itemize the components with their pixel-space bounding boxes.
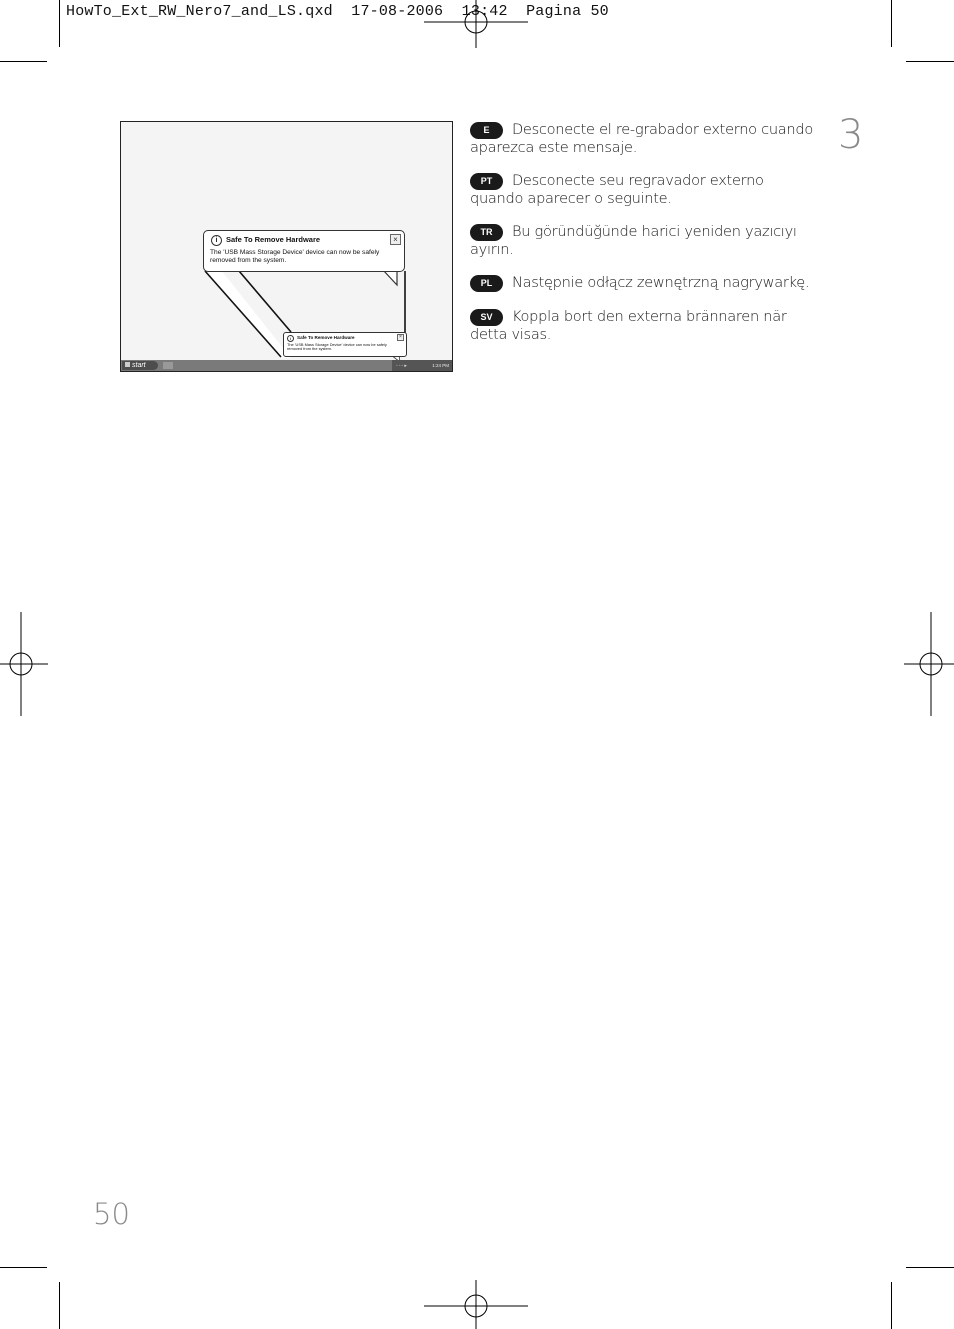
tray-clock: 1:24 PM: [432, 363, 449, 368]
crop-mark: [891, 0, 892, 47]
registration-mark-right: [904, 612, 954, 716]
instruction-text: Koppla bort den externa brännaren när detta visas.: [470, 308, 787, 343]
balloon-message: The 'USB Mass Storage Device' device can now be safely removed from the system.: [210, 249, 380, 264]
registration-mark-top: [424, 0, 528, 50]
crop-mark: [891, 1282, 892, 1329]
instruction-item-tr: [470, 223, 815, 258]
instruction-text: Bu göründüğünde harici yeniden yazıcıyı ayırın.: [470, 223, 797, 258]
windows-logo-icon: [125, 362, 130, 367]
screenshot-figure: [120, 121, 453, 372]
instruction-text: Desconecte el re-grabador externo cuando aparezca este mensaje.: [470, 121, 813, 156]
instruction-item-pl: [470, 274, 815, 292]
crop-mark: [59, 0, 60, 47]
crop-mark: [906, 1267, 954, 1268]
close-icon[interactable]: ×: [397, 334, 404, 341]
language-badge: PT: [470, 173, 503, 190]
start-button[interactable]: [122, 361, 158, 370]
slug-line: HowTo_Ext_RW_Nero7_and_LS.qxd 17-08-2006 13:42 Pagina 50: [66, 3, 609, 20]
info-icon: i: [211, 235, 222, 246]
language-badge: PL: [470, 275, 503, 292]
language-badge: E: [470, 122, 503, 139]
crop-mark: [0, 61, 47, 62]
balloon-notification-large: [203, 230, 405, 272]
tray-icons[interactable]: ◦◦◦▸: [396, 363, 408, 369]
taskbar: [121, 360, 452, 371]
balloon-notification-small: [283, 332, 407, 357]
start-label: start: [132, 362, 146, 369]
instruction-text: Następnie odłącz zewnętrzną nagrywarkę.: [512, 274, 810, 291]
instruction-text: Desconecte seu regravador externo quando aparecer o seguinte.: [470, 172, 764, 207]
system-tray: [392, 360, 452, 371]
language-badge: SV: [470, 309, 503, 326]
instruction-item-pt: [470, 172, 815, 207]
crop-mark: [59, 1282, 60, 1329]
info-icon: i: [287, 335, 294, 342]
registration-mark-left: [0, 612, 48, 716]
crop-mark: [0, 1267, 47, 1268]
instruction-item-e: [470, 121, 815, 156]
instruction-item-sv: [470, 308, 815, 343]
balloon-message: The 'USB Mass Storage Device' device can now be safely removed from the system.: [287, 342, 387, 352]
page-number: 50: [93, 1197, 130, 1231]
balloon-title: Safe To Remove Hardware: [226, 235, 321, 244]
balloon-title: Safe To Remove Hardware: [297, 335, 355, 340]
registration-mark-bottom: [424, 1280, 528, 1329]
step-number: 3: [838, 112, 864, 158]
close-icon[interactable]: ×: [390, 234, 401, 245]
language-badge: TR: [470, 224, 503, 241]
crop-mark: [906, 61, 954, 62]
quick-launch-area[interactable]: [163, 362, 173, 369]
